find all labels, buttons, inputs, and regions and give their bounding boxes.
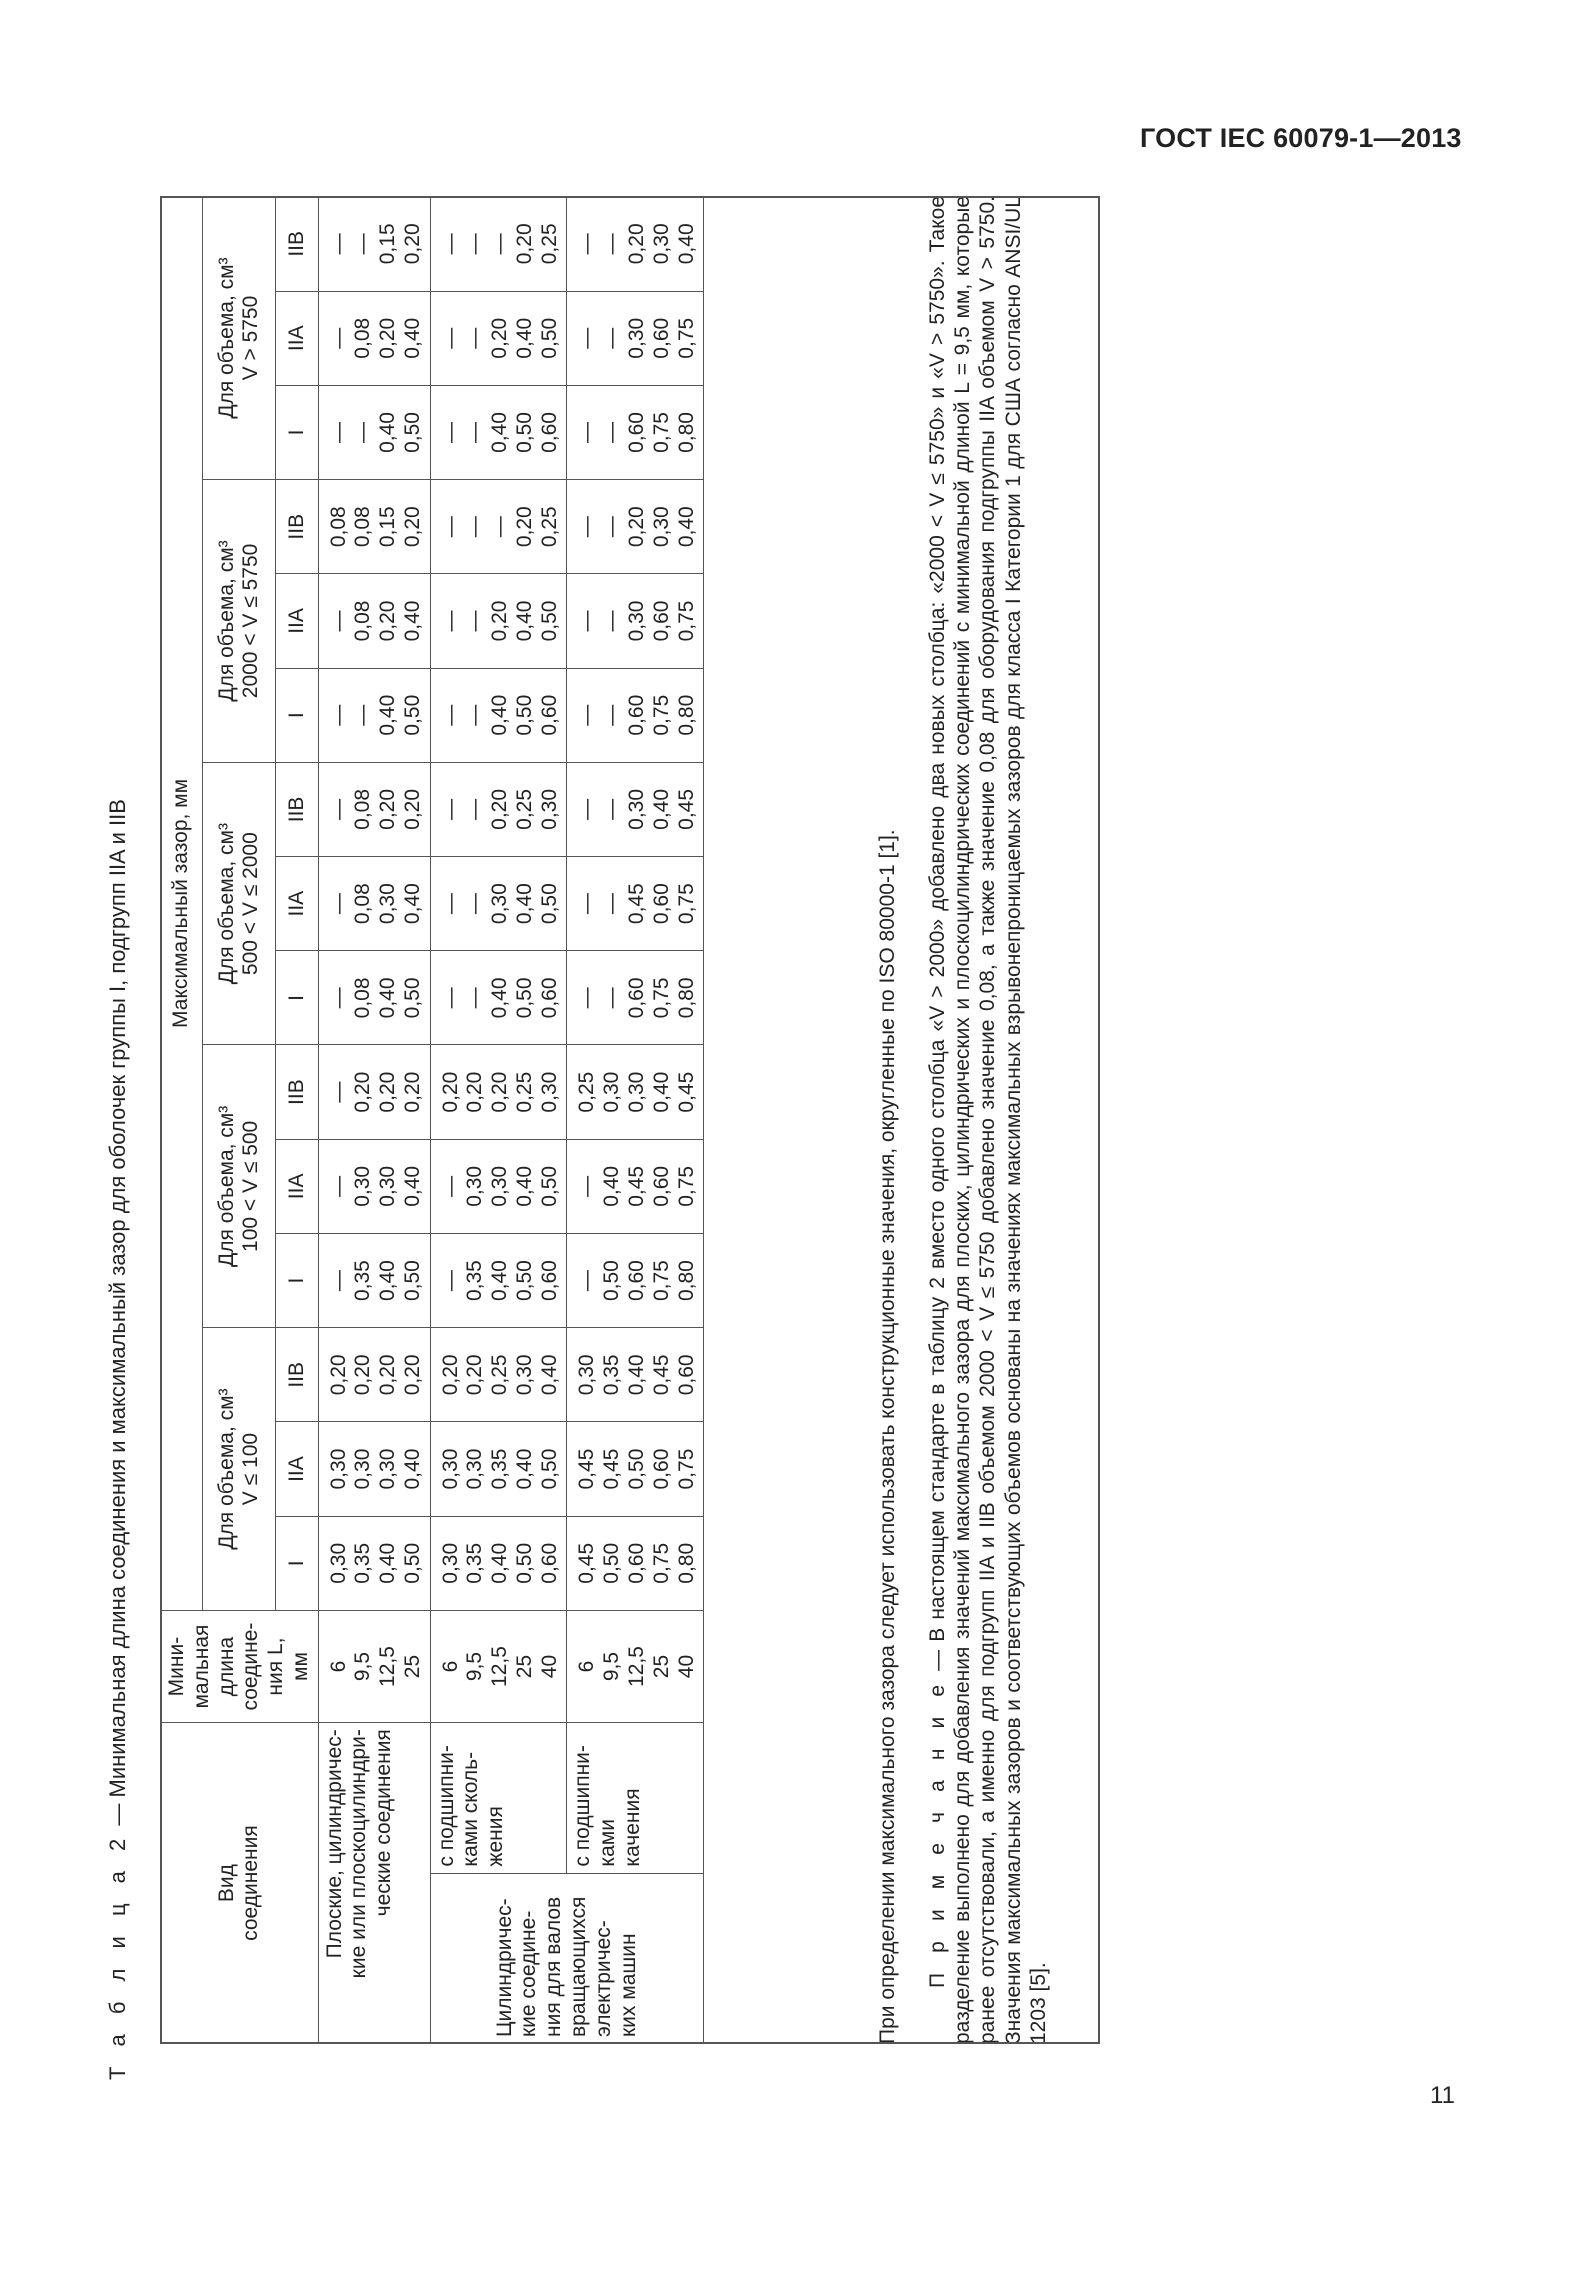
gap-cell: — — 0,30 0,40 0,45 [567, 762, 704, 856]
gap-cell: — — 0,60 0,75 0,80 [567, 951, 704, 1045]
gap-cell: 0,20 0,20 0,20 0,20 [318, 1328, 430, 1422]
gap-cell: — — 0,60 0,75 0,80 [567, 385, 704, 479]
subgroup-header: IIB [276, 762, 318, 856]
gap-cell: — 0,40 0,45 0,60 0,75 [567, 1139, 704, 1233]
gap-cell: — 0,30 0,30 0,40 0,50 [430, 1139, 567, 1233]
volume-group-3: Для объема, см³ 500 < V ≤ 2000 [203, 762, 276, 1045]
gap-cell: — 0,50 0,60 0,75 0,80 [567, 1233, 704, 1327]
volume-group-4: Для объема, см³ 2000 < V ≤ 5750 [203, 480, 276, 763]
row-lengths: 6 9,5 12,5 25 40 [430, 1610, 567, 1722]
header-length: Мини- мальная длина соедине- ния L, мм [161, 1610, 319, 1722]
gap-cell: 0,08 0,08 0,15 0,20 [318, 480, 430, 574]
page-number: 11 [1430, 2082, 1455, 2109]
gap-cell: 0,20 0,20 0,20 0,25 0,30 [430, 1045, 567, 1139]
volume-group-2: Для объема, см³ 100 < V ≤ 500 [203, 1045, 276, 1328]
volume-group-5: Для объема, см³ V > 5750 [203, 197, 276, 480]
gap-cell: — — 0,20 0,40 0,50 [430, 291, 567, 385]
rotated-table-block [105, 180, 1155, 2080]
gap-cell: — — 0,40 0,50 0,60 [430, 951, 567, 1045]
row-kind-sleeve-bearings: с подшипни- ками сколь- жения [430, 1723, 567, 1873]
gap-cell: 0,20 0,20 0,25 0,30 0,40 [430, 1328, 567, 1422]
gap-cell: — — 0,60 0,75 0,80 [567, 668, 704, 762]
gap-cell: — — 0,20 0,40 0,50 [430, 574, 567, 668]
gap-cell: — — 0,45 0,60 0,75 [567, 857, 704, 951]
gap-cell: 0,30 0,30 0,35 0,40 0,50 [430, 1422, 567, 1516]
row-lengths: 6 9,5 12,5 25 40 [567, 1610, 704, 1722]
subgroup-header: IIB [276, 1328, 318, 1422]
gap-cell: — — 0,20 0,30 0,40 [567, 480, 704, 574]
table-frame [160, 196, 1100, 2044]
standard-designation: ГОСТ IEC 60079-1—2013 [1140, 123, 1462, 153]
gap-cell: — 0,20 0,20 0,20 [318, 1045, 430, 1139]
table-caption-text: — Минимальная длина соединения и максимальный зазор для оболочек группы I, подгрупп IIA и IIB [105, 799, 130, 1832]
gap-cell: — — 0,20 0,25 0,30 [430, 762, 567, 856]
gap-cell: — 0,08 0,30 0,40 [318, 857, 430, 951]
subgroup-header: IIA [276, 1139, 318, 1233]
gap-cell: — 0,08 0,20 0,40 [318, 291, 430, 385]
gap-cell: — 0,08 0,20 0,20 [318, 762, 430, 856]
subgroup-header: I [276, 668, 318, 762]
subgroup-header: IIB [276, 480, 318, 574]
gap-cell: — 0,35 0,40 0,50 [318, 1233, 430, 1327]
gap-cell: 0,30 0,30 0,30 0,40 [318, 1422, 430, 1516]
subgroup-header: IIA [276, 857, 318, 951]
subgroup-header: I [276, 385, 318, 479]
gap-cell: — — 0,15 0,20 [318, 197, 430, 292]
gap-cell: — — — 0,20 0,25 [430, 197, 567, 292]
row-kind-flat: Плоские, цилиндричес- кие или плоскоцилиндри- ческие соединения [318, 1723, 430, 2044]
gap-cell: — — 0,30 0,60 0,75 [567, 291, 704, 385]
gap-cell: 0,45 0,50 0,60 0,75 0,80 [567, 1516, 704, 1610]
subgroup-header: IIA [276, 574, 318, 668]
row-lengths: 6 9,5 12,5 25 [318, 1610, 430, 1722]
note-label: П р и м е ч а н и е [926, 1678, 949, 1988]
note-text: — В настоящем стандарте в таблицу 2 вместо одного столбца «V > 2000» добавлено два новых столбца: «2000 < V ≤ 5750» и «V > 5750». Такое разделение выполнено для добавления значений максимального зазора для плоских, цилиндрических и плоскоцилиндрических соединений с минимальной длиной L = 9,5 мм, которые ранее отсутствовали, а именно для подгрупп IIA и IIB объемом 2000 < V ≤ 5750 добавлено значение 0,08, а также значение 0,08 для оборудования подгруппы IIA объемом V > 5750. Значения максимальных зазоров и соответствующих объемов основаны на значениях максимальных взрывонепроницаемых зазоров для класса I Категории 1 для США согласно ANSI/UL 1203 [5]. [926, 196, 1050, 2044]
gap-cell: — — 0,40 0,50 0,60 [430, 385, 567, 479]
gap-cell: — 0,35 0,40 0,50 0,60 [430, 1233, 567, 1327]
gap-cell: 0,30 0,35 0,40 0,50 [318, 1516, 430, 1610]
subgroup-header: I [276, 951, 318, 1045]
rounding-note: При определении максимального зазора следует использовать конструкционные значения, округленные по ISO 80000-1 [1]. [876, 829, 899, 2044]
gap-cell: 0,45 0,45 0,50 0,60 0,75 [567, 1422, 704, 1516]
gap-cell: 0,30 0,35 0,40 0,45 0,60 [567, 1328, 704, 1422]
header-kind: Вид соединения [161, 1723, 319, 2044]
gap-cell: — — 0,40 0,50 [318, 385, 430, 479]
subgroup-header: IIA [276, 291, 318, 385]
gap-cell: — 0,08 0,20 0,40 [318, 574, 430, 668]
gap-cell: — — 0,30 0,60 0,75 [567, 574, 704, 668]
gap-cell: — 0,30 0,30 0,40 [318, 1139, 430, 1233]
row-kind-rotating: Цилиндричес- кие соедине- ния для валов вращающихся электричес- ких машин [430, 1873, 704, 2043]
subgroup-header: I [276, 1233, 318, 1327]
subgroup-header: IIB [276, 197, 318, 292]
gap-cell: 0,25 0,30 0,30 0,40 0,45 [567, 1045, 704, 1139]
volume-group-1: Для объема, см³ V ≤ 100 [203, 1328, 276, 1611]
gap-cell: — — 0,30 0,40 0,50 [430, 857, 567, 951]
row-kind-rolling-bearings: с подшипни- ками качения [567, 1723, 704, 1873]
subgroup-header: IIA [276, 1422, 318, 1516]
gap-cell: — — 0,40 0,50 0,60 [430, 668, 567, 762]
gap-cell: — — 0,20 0,30 0,40 [567, 197, 704, 292]
table-caption [105, 799, 131, 2080]
gap-cell: — 0,08 0,40 0,50 [318, 951, 430, 1045]
header-max-gap: Максимальный зазор, мм [161, 197, 203, 1611]
subgroup-header: IIB [276, 1045, 318, 1139]
gap-cell: 0,30 0,35 0,40 0,50 0,60 [430, 1516, 567, 1610]
gap-cell: — — — 0,20 0,25 [430, 480, 567, 574]
table-caption-prefix: Т а б л и ц а 2 [105, 1831, 130, 2080]
subgroup-header: I [276, 1516, 318, 1610]
gap-cell: — — 0,40 0,50 [318, 668, 430, 762]
